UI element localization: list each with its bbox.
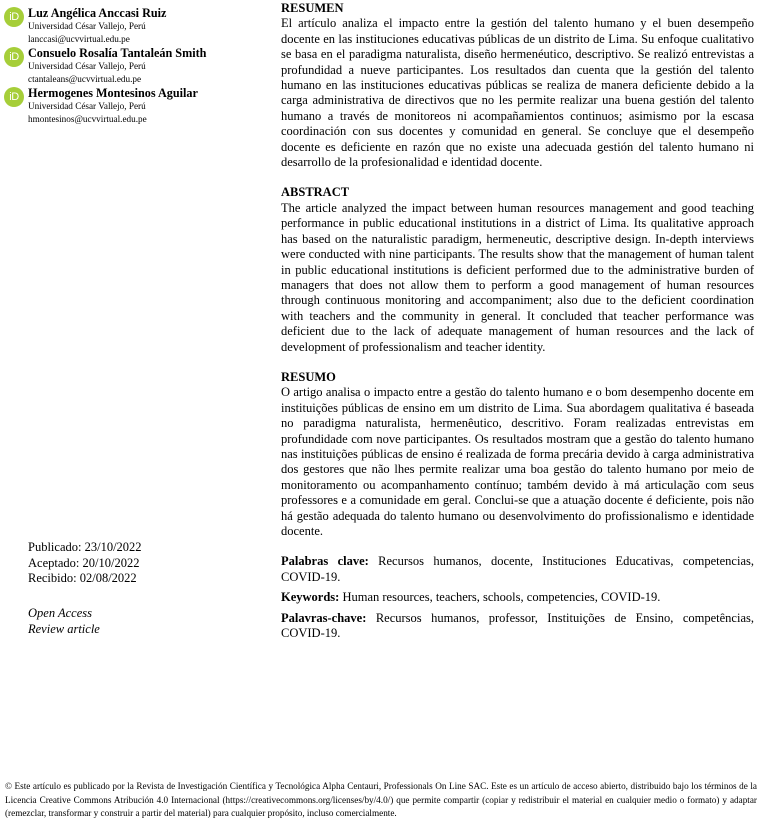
accepted-date: Aceptado: 20/10/2022 <box>28 555 140 570</box>
keywords-pt-value: Recursos humanos, professor, Instituições de Ensino, competências, COVID-19. <box>281 610 754 641</box>
resumen-heading: RESUMEN <box>281 1 344 15</box>
received-date: Recibido: 02/08/2022 <box>28 571 137 585</box>
author-email[interactable]: lanccasi@ucvvirtual.edu.pe <box>28 34 130 44</box>
orcid-icon[interactable]: iD <box>4 7 24 27</box>
license-footer: © Este artículo es publicado por la Revista de Investigación Científica y Tecnológica Alpha Centauri, Professionals On Line SAC. Este es un artículo de acceso abierto, distribuido bajo los términos de la Licencia Creative Commons Atribución 4.0 Internacional (https://creativecommons.org/licenses/by/4.0/) que permite compartir (copiar y redistribuir el material en cualquier medio o formato) y adaptar (remezclar, transformar y construir a partir del material) para cualquier propósito, incluso comercialmente. <box>5 781 757 818</box>
article-dates <box>28 540 142 587</box>
author-entry <box>4 46 266 86</box>
abstract-heading: ABSTRACT <box>281 185 350 200</box>
abstract-section <box>281 185 754 354</box>
keywords-en-value: Human resources, teachers, schools, competencies, COVID-19. <box>342 590 661 605</box>
resumo-heading: RESUMO <box>281 369 336 384</box>
author-entry <box>4 86 266 126</box>
article-type-label: Review article <box>28 621 100 636</box>
author-affiliation: Universidad César Vallejo, Perú <box>28 21 146 31</box>
resumen-text: El artículo analiza el impacto entre la gestión del talento humano y el buen desempeño docente en las instituciones educativas públicas de un distrito de Lima. Su enfoque cualitativo se basa en el paradigma naturalista, diseño hermenéutico, descriptivo. Se realizó entrevistas a profundidad a nueve participantes. Los resultados dan cuenta que la gestión del talento humano en las instituciones educativas públicas se realiza de manera deficiente debido a la carga administrativa de directivos que no les permite realizar una buena gestión del talento humano a través de monitoreos ni acompañamientos continuos; asimismo por la escasa coordinación con sus docentes y comunidad en general. Se concluye que el desempeño docente es deficiente en razón que no existe una adecuada gestión del talento humano ni desarrollo de la profesionalidad e identidad docente. <box>281 16 754 170</box>
author-list <box>4 6 266 126</box>
author-name: Hermogenes Montesinos Aguilar <box>28 86 198 100</box>
keywords-en <box>281 590 754 605</box>
author-affiliation: Universidad César Vallejo, Perú <box>28 101 146 111</box>
keywords-es-value: Recursos humanos, docente, Instituciones Educativas, competencias, COVID-19. <box>281 554 754 584</box>
orcid-icon[interactable]: iD <box>4 47 24 67</box>
author-email[interactable]: hmontesinos@ucvvirtual.edu.pe <box>28 114 147 124</box>
keywords-en-label: Keywords: <box>281 590 340 605</box>
keywords-es <box>281 554 754 585</box>
open-access-label: Open Access <box>28 606 92 620</box>
access-info <box>28 606 100 637</box>
resumo-section <box>281 370 754 539</box>
abstract-column <box>281 1 754 641</box>
author-affiliation: Universidad César Vallejo, Perú <box>28 61 146 71</box>
author-name: Luz Angélica Anccasi Ruiz <box>28 6 167 20</box>
keywords-pt-label: Palavras-chave: <box>281 610 367 625</box>
keywords-es-label: Palabras clave: <box>281 554 369 569</box>
orcid-icon[interactable]: iD <box>4 87 24 107</box>
published-date: Publicado: 23/10/2022 <box>28 540 142 554</box>
abstract-text: The article analyzed the impact between human resources management and good teaching performance in public educational institutions in a district of Lima. Its qualitative approach has based on the naturalistic paradigm, hermeneutic, descriptive design. In-depth interviews were conducted with nine participants. The results show that the management of human talent in public educational institutions is deficient performed due to the administrative burden of managers that does not allow them to perform a good management of human resources through continuous monitoring and accompaniment; also due to the deficient coordination with teachers and the community in general. It concluded that teacher performance was deficient due to the lack of adequate management of human resources and the lack of development of professionalism and teacher identity. <box>281 200 754 354</box>
author-email[interactable]: ctantaleans@ucvvirtual.edu.pe <box>28 74 142 84</box>
keywords-pt <box>281 611 754 642</box>
resumen-section <box>281 1 754 170</box>
author-name: Consuelo Rosalía Tantaleán Smith <box>28 46 207 60</box>
resumo-text: O artigo analisa o impacto entre a gestão do talento humano e o bom desempenho docente em instituições públicas de ensino em um distrito de Lima. Sua abordagem qualitativa é baseada no paradigma naturalista, hermenêutico, descritivo. Foram realizadas entrevistas em profundidade com nove participantes. Os resultados mostram que a gestão do talento humano nas instituições públicas de ensino é realizada de forma precária devido à carga administrativa dos gestores que não lhes permite realizar uma boa gestão do talento humano por meio de monitoramento ou acompanhamento contínuo; também devido à má articulação com seus professores e a comunidade em geral. Conclui-se que a atuação docente é deficiente, pois não há gestão adequada do talento humano ou desenvolvimento do profissionalismo e identidade docente. <box>281 385 754 538</box>
author-entry <box>4 6 266 46</box>
